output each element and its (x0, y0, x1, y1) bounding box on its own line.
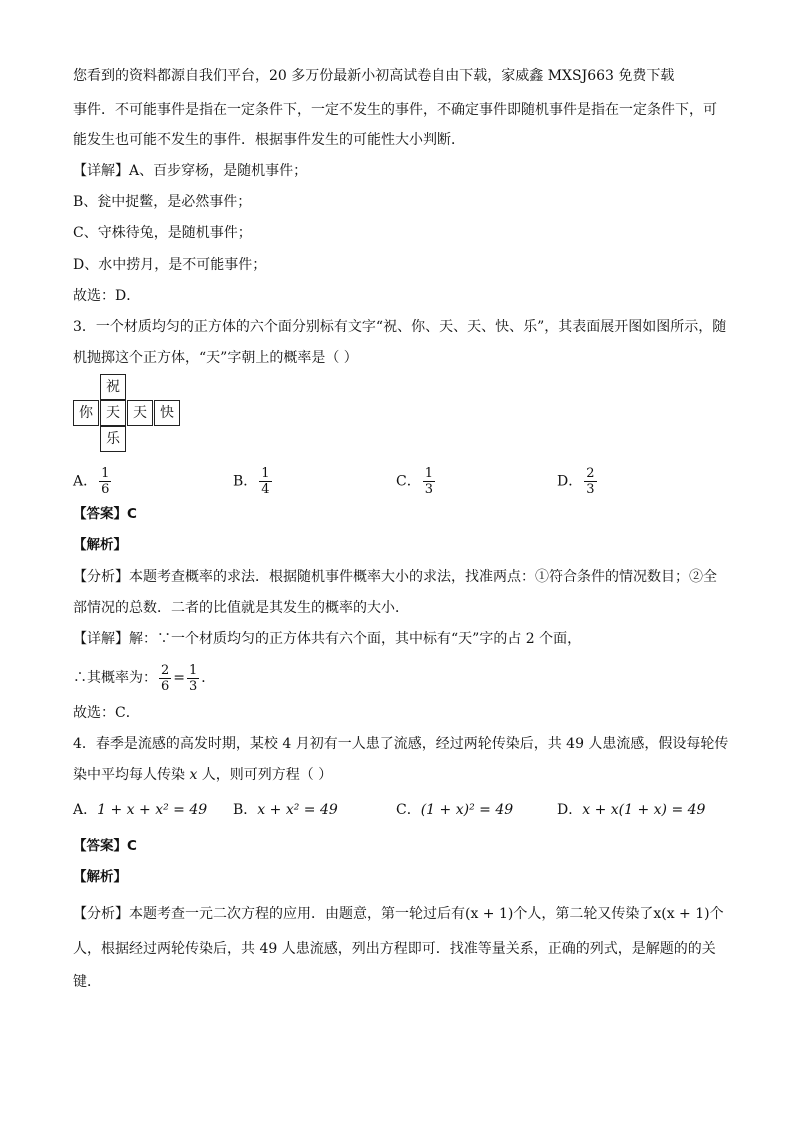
q4-option-a: A．1 + x + x² = 49 (73, 802, 208, 818)
q3-option-d: D． $\frac{2}{3}$ (557, 466, 595, 497)
q3-option-b: B． $\frac{1}{4}$ (233, 466, 270, 497)
q3-analysis-tag: 【解析】 (73, 537, 127, 553)
q4-analysis-line1: 【分析】本题考查一元二次方程的应用．由题意，第一轮过后有(x + 1)个人，第二轮又传染了x(x + 1)个 (73, 906, 724, 922)
q4-analysis-line2: 人，根据经过两轮传染后，共 49 人患流感，列出方程即可．找准等量关系，正确的列式，是解题的的关 (73, 941, 716, 957)
watermark-header: 您看到的资料都源自我们平台，20 多万份最新小初高试卷自由下载，家威鑫 MXSJ663 免费下载 (73, 68, 675, 84)
q2-analysis-line2: 能发生也可能不发生的事件．根据事件发生的可能性大小判断． (73, 132, 465, 148)
net-cell-row-1: 你 (73, 400, 99, 426)
q4-stem-line2: 染中平均每人传染 x 人，则可列方程（ ） (73, 767, 333, 783)
q2-analysis-line1: 事件．不可能事件是指在一定条件下，一定不发生的事件，不确定事件即随机事件是指在一定条件下，可 (73, 102, 717, 118)
q4-answer-tag: 【答案】C (73, 838, 137, 854)
q3-stem-line1: 3．一个材质均匀的正方体的六个面分别标有文字“祝、你、天、天、快、乐”，其表面展开图如图所示，随 (73, 319, 727, 335)
q3-probability: ∴其概率为： $\frac{2}{6}$ = $\frac{1}{3}$ ． (73, 662, 216, 694)
q2-option-c: C、守株待兔，是随机事件； (73, 225, 252, 241)
q2-detail-a: 【详解】A、百步穿杨，是随机事件； (73, 163, 308, 179)
q4-analysis-line3: 键． (73, 974, 101, 990)
q4-option-c: C．(1 + x)² = 49 (396, 802, 514, 818)
net-cell-bottom: 乐 (100, 426, 126, 452)
q4-stem-line1: 4．春季是流感的高发时期，某校 4 月初有一人患了流感，经过两轮传染后，共 49 人患流感，假设每轮传 (73, 736, 729, 752)
net-cell-top: 祝 (100, 374, 126, 400)
q3-choice: 故选：C． (73, 705, 140, 721)
q4-option-d: D．x + x(1 + x) = 49 (557, 802, 706, 818)
q3-stem-line2: 机抛掷这个正方体，“天”字朝上的概率是（ ） (73, 350, 358, 366)
q2-option-d: D、水中捞月，是不可能事件； (73, 257, 267, 273)
q3-detail: 【详解】解：∵一个材质均匀的正方体共有六个面，其中标有“天”字的占 2 个面， (73, 631, 582, 647)
net-cell-row-4: 快 (154, 400, 180, 426)
q3-analysis-line1: 【分析】本题考查概率的求法．根据随机事件概率大小的求法，找准两点：①符合条件的情况数目；②全 (73, 569, 717, 585)
net-cell-row-3: 天 (127, 400, 153, 426)
q3-answer-tag: 【答案】C (73, 506, 137, 522)
q4-analysis-tag: 【解析】 (73, 869, 127, 885)
q4-option-b: B．x + x² = 49 (233, 802, 338, 818)
q3-option-c: C． $\frac{1}{3}$ (396, 466, 433, 497)
cube-net-diagram (73, 374, 183, 454)
net-cell-row-2: 天 (100, 400, 126, 426)
q2-choice: 故选：D． (73, 288, 141, 304)
q2-option-b: B、瓮中捉鳖，是必然事件； (73, 194, 252, 210)
q3-analysis-line2: 部情况的总数．二者的比值就是其发生的概率的大小． (73, 600, 409, 616)
q3-option-a: A． $\frac{1}{6}$ (73, 466, 110, 497)
